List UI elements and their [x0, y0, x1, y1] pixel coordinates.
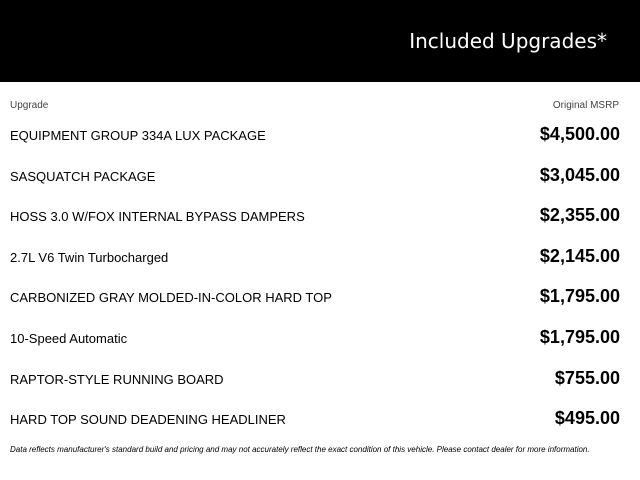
upgrade-name: CARBONIZED GRAY MOLDED-IN-COLOR HARD TOP [10, 290, 332, 306]
upgrade-name: SASQUATCH PACKAGE [10, 168, 156, 184]
upgrade-price: $3,045.00 [539, 164, 620, 185]
upgrade-price: $2,355.00 [539, 205, 620, 226]
upgrade-price: $495.00 [554, 408, 620, 429]
upgrade-row [0, 360, 640, 401]
upgrade-price: $1,795.00 [539, 326, 620, 347]
disclaimer-text: Data reflects manufacturer's standard build and pricing and may not accurately reflect the exact condition of this vehicle. Please contact dealer for more information. [10, 445, 590, 454]
upgrade-row [0, 197, 640, 238]
upgrade-row [0, 400, 640, 441]
upgrade-row [0, 278, 640, 319]
upgrade-row [0, 238, 640, 279]
upgrade-name: 2.7L V6 Twin Turbocharged [10, 249, 169, 265]
upgrade-row [0, 116, 640, 157]
upgrade-price: $4,500.00 [539, 124, 620, 144]
header-banner [0, 0, 640, 82]
upgrade-name: EQUIPMENT GROUP 334A LUX PACKAGE [10, 128, 266, 143]
column-header-msrp: Original MSRP [552, 100, 619, 111]
upgrade-price: $2,145.00 [539, 245, 620, 266]
column-header-upgrade: Upgrade [10, 100, 49, 111]
upgrade-price: $755.00 [554, 367, 620, 388]
upgrade-name: HARD TOP SOUND DEADENING HEADLINER [10, 412, 286, 428]
upgrade-price: $1,795.00 [539, 286, 620, 307]
upgrade-name: HOSS 3.0 W/FOX INTERNAL BYPASS DAMPERS [10, 209, 305, 225]
upgrade-name: 10-Speed Automatic [10, 330, 128, 346]
upgrade-row [0, 319, 640, 360]
page-title: Included Upgrades* [409, 29, 607, 53]
upgrade-row [0, 157, 640, 198]
upgrade-name: RAPTOR-STYLE RUNNING BOARD [10, 371, 224, 387]
upgrades-list [0, 116, 640, 441]
